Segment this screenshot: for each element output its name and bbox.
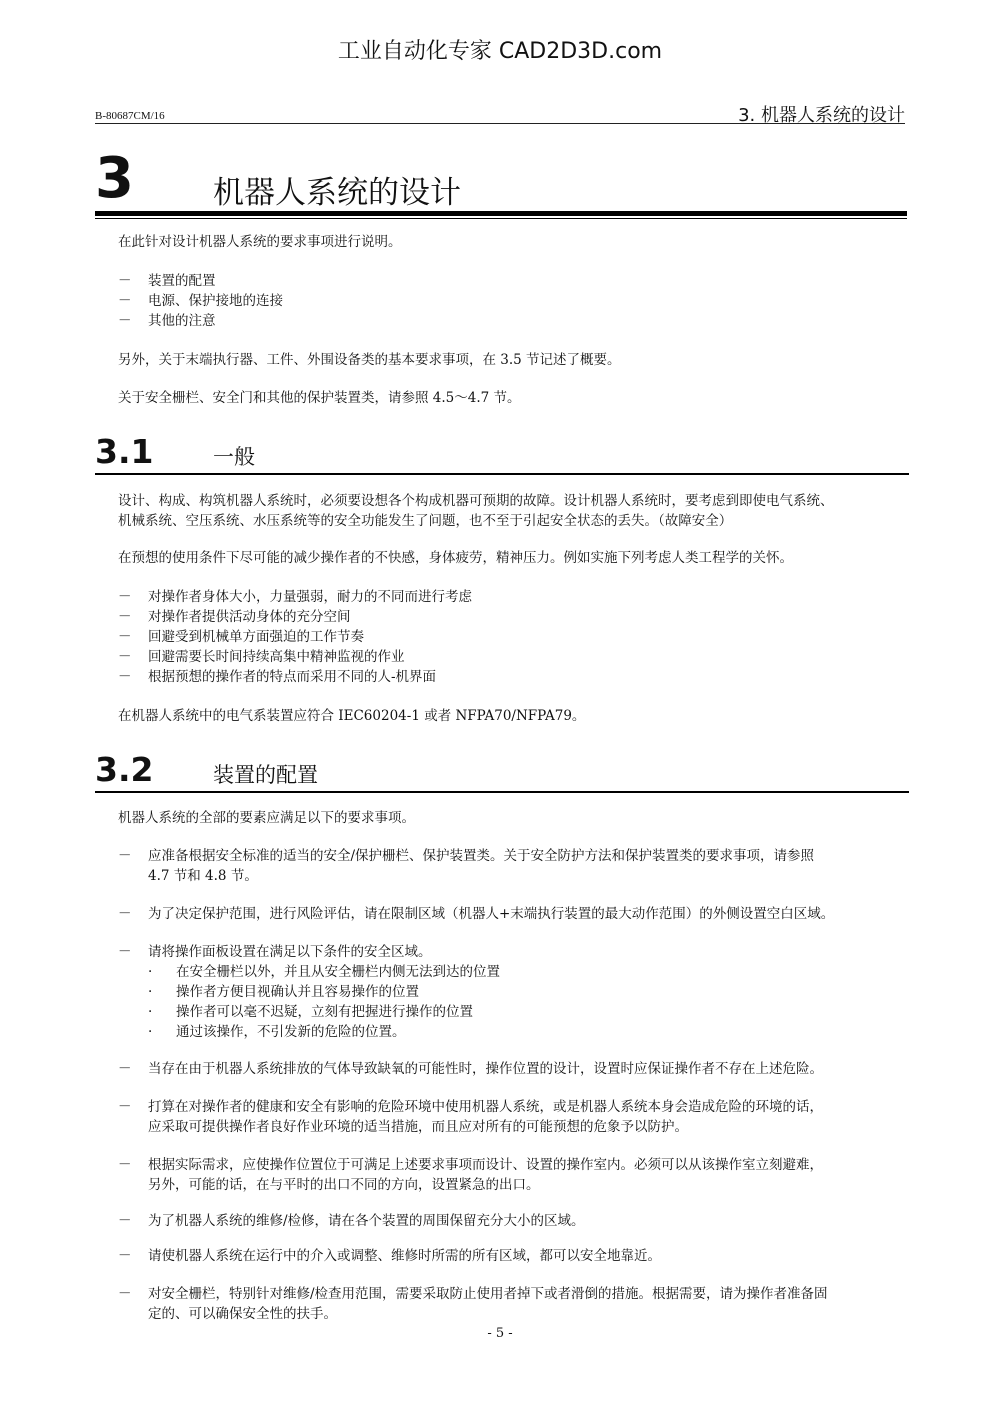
section-rule: [95, 791, 909, 793]
chapter-heading: [95, 145, 907, 217]
section-rule: [95, 473, 909, 475]
header-rule: [95, 123, 905, 124]
paragraph: 机械系统、空压系统、水压系统等的安全功能发生了问题，也不至于引起安全状态的丢失。（故障安全）: [118, 513, 733, 529]
watermark: 工业自动化专家 CAD2D3D.com: [337, 39, 663, 64]
chapter-rule-thin: [95, 218, 907, 219]
paragraph: 另外，关于末端执行器、工件、外围设备类的基本要求事项，在 3.5 节记述了概要。: [118, 352, 621, 368]
doc-code: B-80687CM/16: [95, 110, 165, 122]
paragraph: 在机器人系统中的电气系装置应符合 IEC60204-1 或者 NFPA70/NFPA79。: [118, 708, 586, 724]
chapter-intro: 在此针对设计机器人系统的要求事项进行说明。: [118, 234, 402, 250]
section-heading-3-2: [95, 751, 907, 795]
running-header: 3. 机器人系统的设计: [738, 105, 905, 126]
paragraph: 关于安全栅栏、安全门和其他的保护装置类，请参照 4.5～4.7 节。: [118, 390, 521, 406]
section-heading-3-1: [95, 433, 907, 477]
section-title: 装置的配置: [213, 763, 318, 787]
section-number: 3.1: [95, 432, 154, 471]
section-number: 3.2: [95, 750, 154, 789]
chapter-rule: [95, 211, 907, 216]
chapter-number: 3: [95, 146, 134, 211]
paragraph: 设计、构成、构筑机器人系统时，必须要设想各个构成机器可预期的故障。设计机器人系统时，要考虑到即使电气系统、: [118, 493, 834, 509]
paragraph: 在预想的使用条件下尽可能的减少操作者的不快感，身体疲劳，精神压力。例如实施下列考虑人类工程学的关怀。: [118, 550, 793, 566]
page-number: - 5 -: [487, 1326, 513, 1341]
section-title: 一般: [213, 445, 255, 469]
chapter-title: 机器人系统的设计: [213, 175, 461, 211]
paragraph: 机器人系统的全部的要素应满足以下的要求事项。: [118, 810, 415, 826]
